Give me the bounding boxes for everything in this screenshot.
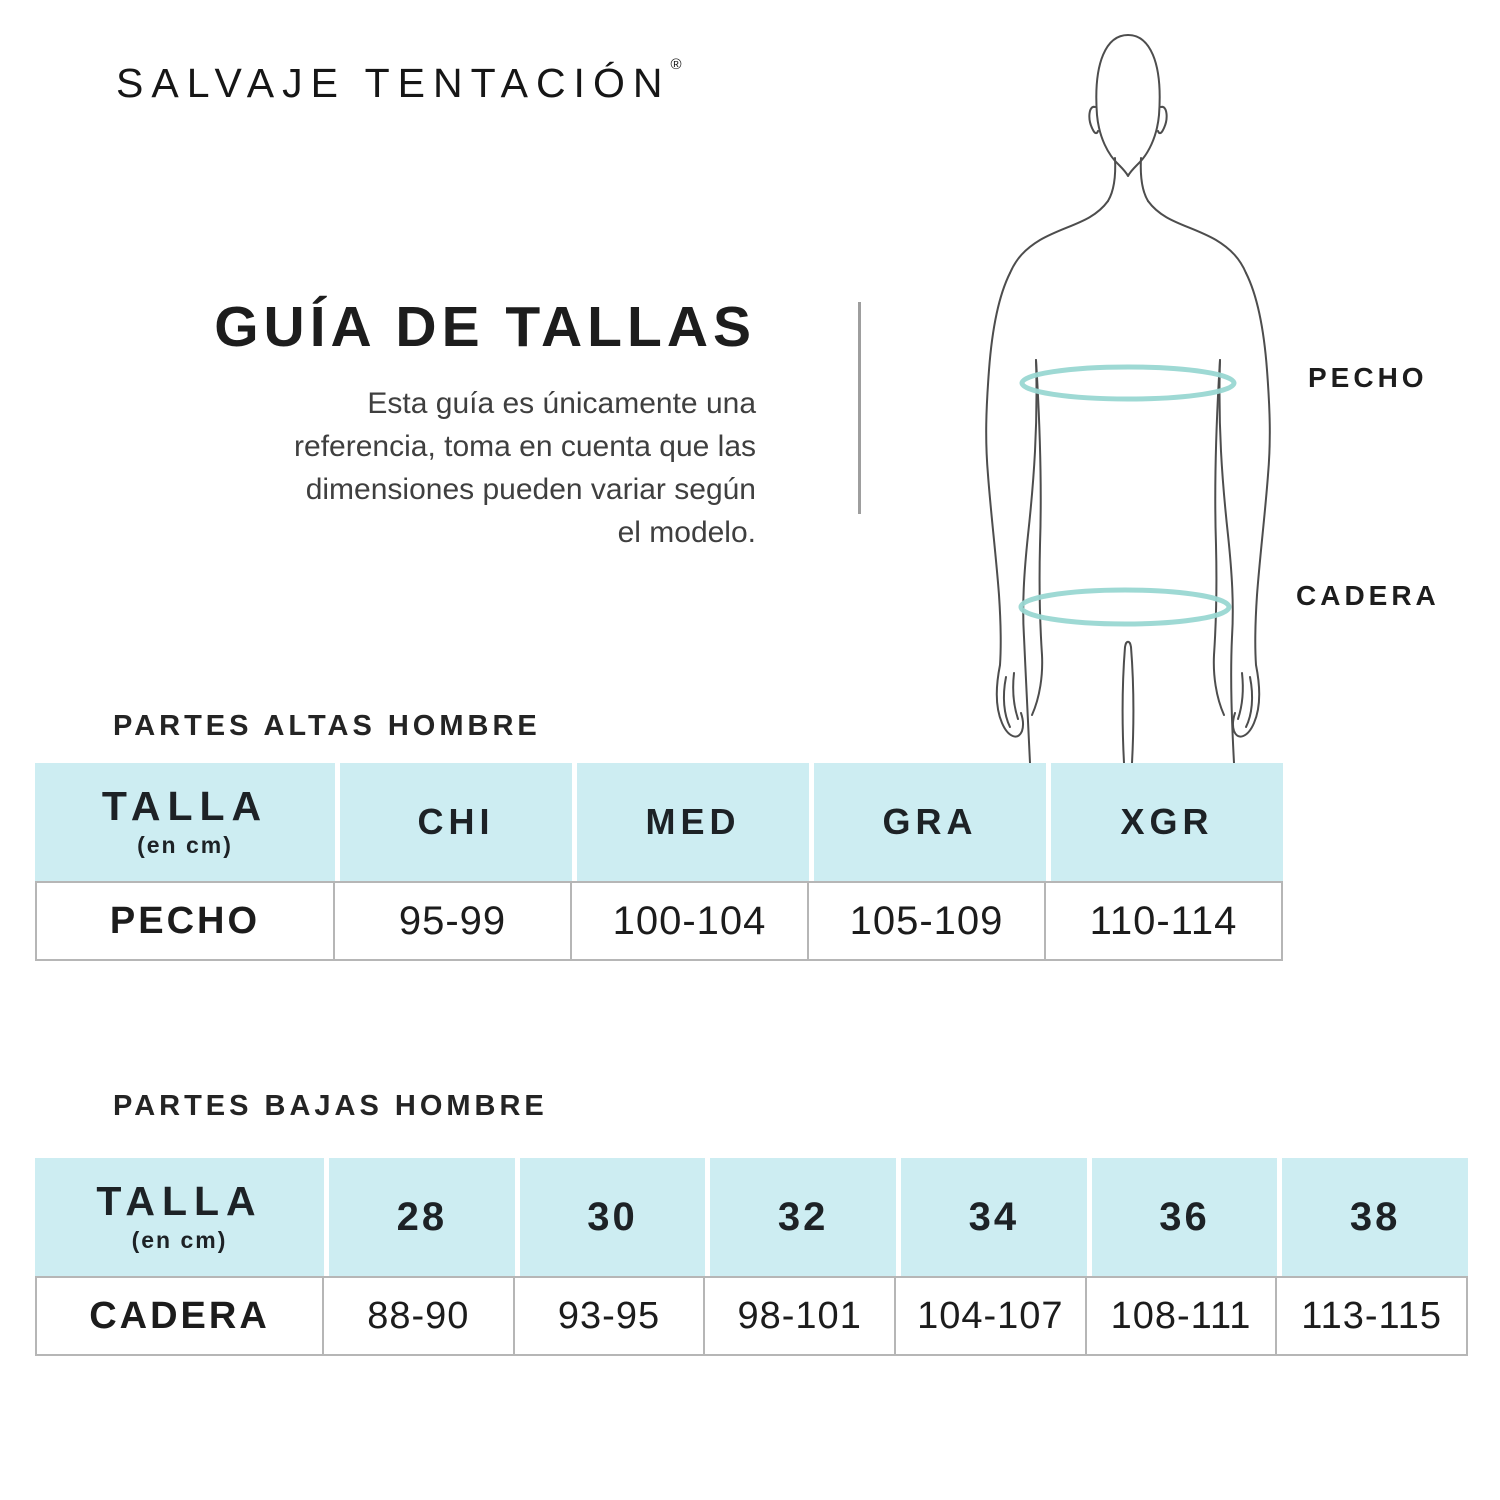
measurement-row-label: CADERA xyxy=(35,1276,324,1356)
size-col-header: MED xyxy=(572,763,809,881)
talla-header-cell xyxy=(35,763,335,881)
size-col-header: 30 xyxy=(515,1158,706,1276)
unit-label: (en cm) xyxy=(137,831,233,858)
description-line: Esta guía es únicamente una xyxy=(367,387,756,420)
talla-label: TALLA xyxy=(101,782,269,829)
measurement-row-label: PECHO xyxy=(35,881,335,961)
description-line: referencia, toma en cuenta que las xyxy=(294,430,756,463)
size-col-header: GRA xyxy=(809,763,1046,881)
size-col-header: 38 xyxy=(1277,1158,1468,1276)
description-line: dimensiones pueden variar según xyxy=(305,473,756,506)
chest-label: PECHO xyxy=(1308,362,1428,393)
chest-measurement-ring xyxy=(1022,367,1234,399)
size-col-header: 34 xyxy=(896,1158,1087,1276)
hip-measurement-ring xyxy=(1021,590,1229,624)
male-body-outline-illustration xyxy=(980,25,1320,763)
measurement-value-cell: 113-115 xyxy=(1277,1276,1468,1356)
registered-trademark-icon: ® xyxy=(670,56,682,73)
unit-label: (en cm) xyxy=(131,1226,228,1253)
vertical-divider xyxy=(858,302,861,514)
intro-block xyxy=(112,296,756,554)
talla-header-cell xyxy=(35,1158,324,1276)
brand-logo xyxy=(116,56,682,107)
measurement-value-cell: 100-104 xyxy=(572,881,809,961)
hip-label: CADERA xyxy=(1296,580,1440,611)
measurement-value-cell: 108-111 xyxy=(1087,1276,1278,1356)
brand-name: SALVAJE TENTACIÓN xyxy=(116,60,671,106)
size-col-header: XGR xyxy=(1046,763,1283,881)
measurement-value-cell: 110-114 xyxy=(1046,881,1283,961)
section-label-partes-altas: PARTES ALTAS HOMBRE xyxy=(113,710,541,742)
intro-description xyxy=(112,382,756,554)
talla-label: TALLA xyxy=(96,1177,263,1224)
measurement-value-cell: 104-107 xyxy=(896,1276,1087,1356)
measurement-value-cell: 105-109 xyxy=(809,881,1046,961)
measurement-value-cell: 95-99 xyxy=(335,881,572,961)
size-col-header: 32 xyxy=(705,1158,896,1276)
size-table-partes-bajas xyxy=(35,1158,1468,1356)
page-title: GUÍA DE TALLAS xyxy=(214,295,756,359)
size-col-header: 28 xyxy=(324,1158,515,1276)
size-col-header: CHI xyxy=(335,763,572,881)
measurement-value-cell: 98-101 xyxy=(705,1276,896,1356)
measurement-value-cell: 88-90 xyxy=(324,1276,515,1356)
description-line: el modelo. xyxy=(617,516,756,549)
size-col-header: 36 xyxy=(1087,1158,1278,1276)
measurement-value-cell: 93-95 xyxy=(515,1276,706,1356)
section-label-partes-bajas: PARTES BAJAS HOMBRE xyxy=(113,1090,548,1122)
size-table-partes-altas xyxy=(35,763,1283,961)
